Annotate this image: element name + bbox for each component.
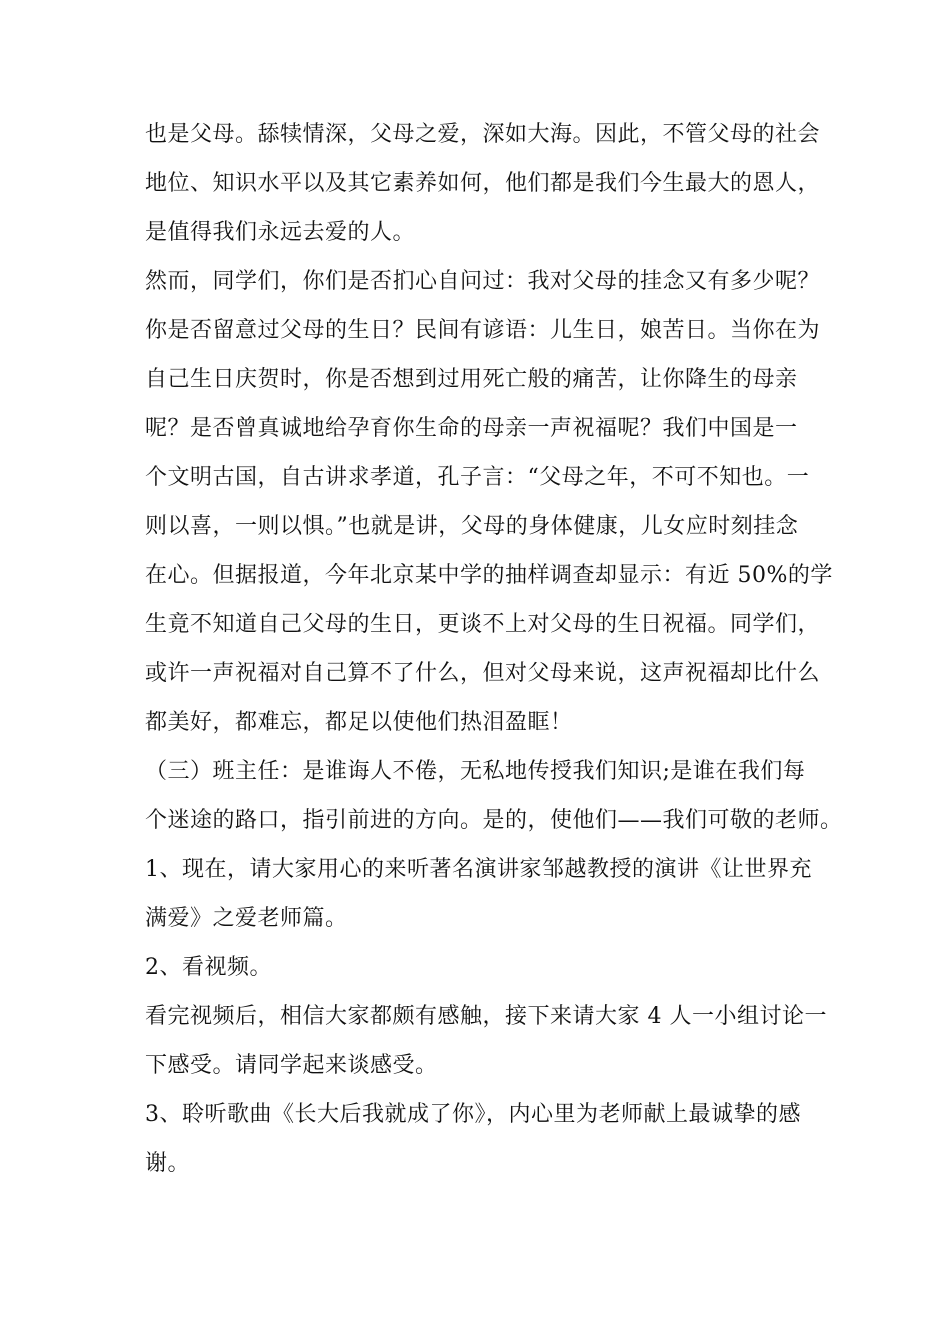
- text-line: 然而，同学们，你们是否扪心自问过：我对父母的挂念又有多少呢？: [145, 269, 821, 294]
- text-line: 都美好，都难忘，都足以使他们热泪盈眶！: [145, 710, 573, 735]
- text-line: 个文明古国，自古讲求孝道，孔子言：“父母之年，不可不知也。一: [145, 465, 810, 490]
- document-body: [145, 110, 843, 1188]
- text-line: 看完视频后，相信大家都颇有感触，接下来请大家 4 人一小组讨论一: [145, 1004, 827, 1029]
- text-line: 则以喜，一则以惧。”也就是讲，父母的身体健康，儿女应时刻挂念: [145, 514, 799, 539]
- text-line: 生竟不知道自己父母的生日，更谈不上对父母的生日祝福。同学们，: [145, 612, 821, 637]
- text-line: 3、聆听歌曲《长大后我就成了你》，内心里为老师献上最诚挚的感: [145, 1102, 801, 1127]
- text-line: 你是否留意过父母的生日？民间有谚语：儿生日，娘苦日。当你在为: [145, 318, 821, 343]
- text-line: 2、看视频。: [145, 955, 272, 980]
- text-line: 满爱》之爱老师篇。: [145, 906, 348, 931]
- text-line: 谢。: [145, 1151, 191, 1176]
- text-line: 是值得我们永远去爱的人。: [145, 220, 416, 245]
- text-line: 地位、知识水平以及其它素养如何，他们都是我们今生最大的恩人，: [145, 171, 821, 196]
- text-line: 呢？是否曾真诚地给孕育你生命的母亲一声祝福呢？我们中国是一: [145, 416, 798, 441]
- text-line: （三）班主任：是谁诲人不倦，无私地传授我们知识;是谁在我们每: [145, 759, 806, 784]
- text-line: 1、现在，请大家用心的来听著名演讲家邹越教授的演讲《让世界充: [145, 857, 812, 882]
- text-line: 自己生日庆贺时，你是否想到过用死亡般的痛苦，让你降生的母亲: [145, 367, 798, 392]
- text-line: 也是父母。舔犊情深，父母之爱，深如大海。因此，不管父母的社会: [145, 122, 821, 147]
- text-line: 个迷途的路口，指引前进的方向。是的，使他们——我们可敬的老师。: [145, 808, 843, 833]
- text-line: 在心。但据报道，今年北京某中学的抽样调查却显示：有近 50%的学: [145, 563, 833, 588]
- text-line: 或许一声祝福对自己算不了什么，但对父母来说，这声祝福却比什么: [145, 661, 821, 686]
- text-line: 下感受。请同学起来谈感受。: [145, 1053, 438, 1078]
